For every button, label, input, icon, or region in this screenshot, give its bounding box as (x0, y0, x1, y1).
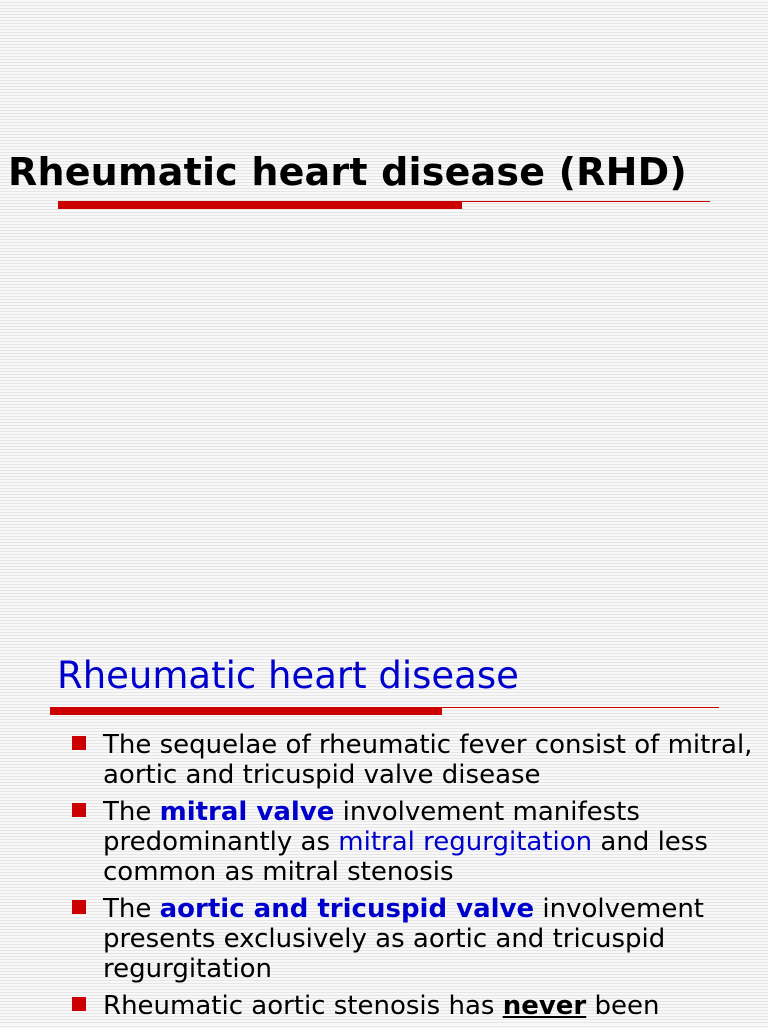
bullet-highlight: aortic and tricuspid valve (159, 894, 535, 924)
bullet-item (72, 797, 762, 887)
red-square-bullet-icon (72, 900, 86, 914)
slide-1-title-underline-thin (58, 201, 710, 202)
slide-2-title-underline-thin (50, 707, 719, 708)
slide-1-title-underline-thick (58, 201, 462, 209)
red-square-bullet-icon (72, 997, 86, 1011)
bullet-text-part: been (586, 991, 660, 1021)
slide-2-title: Rheumatic heart disease (57, 654, 519, 697)
bullet-highlight: mitral regurgitation (338, 827, 593, 857)
slide-1-title: Rheumatic heart disease (RHD) (8, 150, 687, 194)
bullet-item (72, 991, 762, 1021)
bullet-emphasis: never (502, 991, 587, 1021)
bullet-item (72, 730, 762, 790)
slide-2-title-underline-thick (50, 707, 442, 715)
bullet-text-part: involvement presents exclusively as aortic and tricuspid regurgitation (103, 894, 704, 984)
bullet-highlight: mitral valve (159, 797, 335, 827)
bullet-text: The sequelae of rheumatic fever consist of mitral, aortic and tricuspid valve disease (103, 730, 753, 790)
bullet-list (72, 730, 762, 1028)
bullet-text-part: and less common as mitral stenosis (103, 827, 708, 887)
bullet-text-part: The (103, 894, 160, 924)
bullet-text-part: The (103, 797, 160, 827)
bullet-item (72, 894, 762, 984)
red-square-bullet-icon (72, 803, 86, 817)
red-square-bullet-icon (72, 736, 86, 750)
bullet-text-part: involvement manifests predominantly as (103, 797, 640, 857)
bullet-text-part: Rheumatic aortic stenosis has (103, 991, 503, 1021)
